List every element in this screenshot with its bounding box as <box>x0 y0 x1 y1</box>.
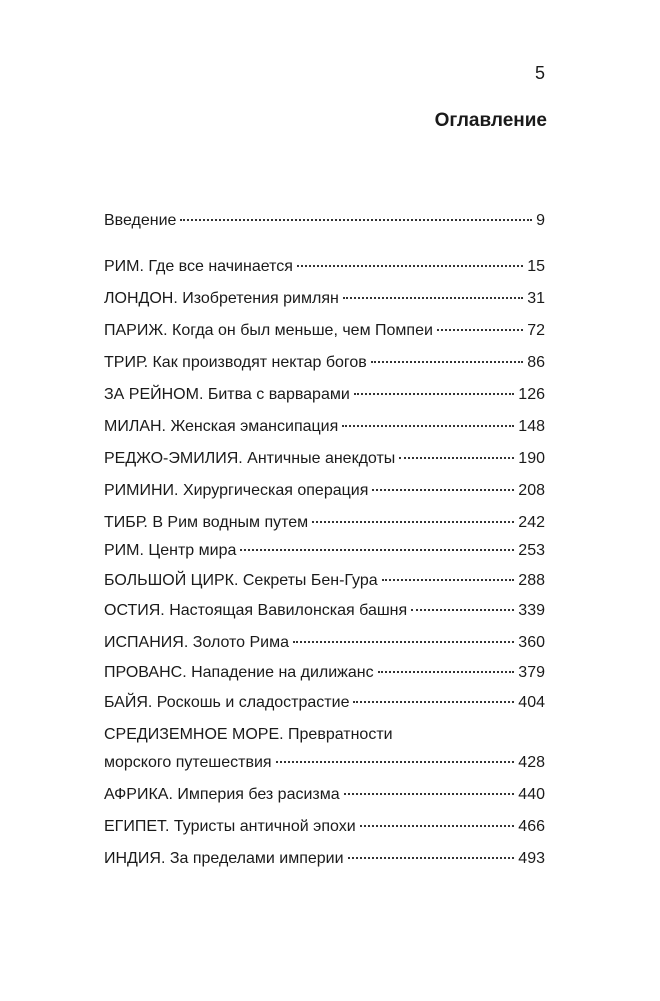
toc-title: Оглавление <box>434 110 547 131</box>
toc-entry-baiae[interactable] <box>104 692 545 714</box>
toc-entry-page: 242 <box>518 514 545 531</box>
toc-entry-india[interactable] <box>104 848 545 870</box>
toc-entry-page: 148 <box>518 418 545 435</box>
dot-leader <box>344 793 515 795</box>
toc-entry-label: ИНДИЯ. За пределами империи <box>104 850 344 867</box>
toc-entry-label: МИЛАН. Женская эмансипация <box>104 418 339 435</box>
toc-entry-page: 9 <box>536 212 545 229</box>
toc-entry-milan[interactable] <box>104 416 545 438</box>
toc-entry-paris[interactable] <box>104 320 545 342</box>
dot-leader <box>312 521 514 523</box>
toc-entry-page: 288 <box>518 572 545 589</box>
dot-leader <box>354 393 515 395</box>
dot-leader <box>411 609 514 611</box>
toc-entry-page: 466 <box>518 818 545 835</box>
toc-entry-page: 208 <box>518 482 545 499</box>
dot-leader <box>399 457 514 459</box>
toc-entry-ostia[interactable] <box>104 600 545 622</box>
toc-entry-label: Введение <box>104 212 177 229</box>
toc-entry-circus-maximus[interactable] <box>104 570 545 592</box>
toc-entry-trier[interactable] <box>104 352 545 374</box>
toc-entry-egypt[interactable] <box>104 816 545 838</box>
toc-entry-mediterranean[interactable] <box>104 752 545 774</box>
toc-entry-page: 440 <box>518 786 545 803</box>
toc-entry-label: БОЛЬШОЙ ЦИРК. Секреты Бен-Гура <box>104 572 378 589</box>
toc-entry-tiber[interactable] <box>104 512 545 534</box>
toc-entry-london[interactable] <box>104 288 545 310</box>
dot-leader <box>276 761 515 763</box>
toc-entry-label: ТИБР. В Рим водным путем <box>104 514 309 531</box>
toc-entry-label: ПАРИЖ. Когда он был меньше, чем Помпеи <box>104 322 433 339</box>
toc-entry-label: РЕДЖО-ЭМИЛИЯ. Античные анекдоты <box>104 450 396 467</box>
toc-entry-label: ЕГИПЕТ. Туристы античной эпохи <box>104 818 356 835</box>
toc-entry-label: РИМ. Центр мира <box>104 542 237 559</box>
toc-entry-label: РИМ. Где все начинается <box>104 258 293 275</box>
dot-leader <box>342 425 514 427</box>
toc-entry-page: 72 <box>527 322 545 339</box>
page-number: 5 <box>534 63 545 83</box>
dot-leader <box>371 361 523 363</box>
dot-leader <box>348 857 515 859</box>
toc-entry-label: ОСТИЯ. Настоящая Вавилонская башня <box>104 602 408 619</box>
toc-entry-page: 86 <box>527 354 545 371</box>
toc-entry-label: БАЙЯ. Роскошь и сладострастие <box>104 694 350 711</box>
toc-entry-page: 253 <box>518 542 545 559</box>
toc-entry-rome[interactable] <box>104 256 545 278</box>
toc-entry-label: морского путешествия <box>104 754 272 771</box>
toc-entry-label: ЗА РЕЙНОМ. Битва с варварами <box>104 386 350 403</box>
dot-leader <box>378 671 515 673</box>
toc-entry-page: 493 <box>518 850 545 867</box>
toc-entry-label: ТРИР. Как производят нектар богов <box>104 354 367 371</box>
toc-entry-page: 190 <box>518 450 545 467</box>
toc-entry-intro[interactable] <box>104 210 545 232</box>
toc-entry-label: ИСПАНИЯ. Золото Рима <box>104 634 289 651</box>
toc-entry-label: АФРИКА. Империя без расизма <box>104 786 340 803</box>
toc-entry-page: 339 <box>518 602 545 619</box>
toc-entry-beyond-rhine[interactable] <box>104 384 545 406</box>
toc-entry-label: РИМИНИ. Хирургическая операция <box>104 482 369 499</box>
dot-leader <box>343 297 523 299</box>
dot-leader <box>353 701 514 703</box>
toc-entry-label: ЛОНДОН. Изобретения римлян <box>104 290 339 307</box>
toc-entry-page: 31 <box>527 290 545 307</box>
dot-leader <box>180 219 532 221</box>
dot-leader <box>382 579 515 581</box>
toc-entry-page: 15 <box>527 258 545 275</box>
toc-entry-page: 379 <box>518 664 545 681</box>
toc-entry-provence[interactable] <box>104 662 545 684</box>
toc-entry-spain[interactable] <box>104 632 545 654</box>
toc-entry-rome-center[interactable] <box>104 540 545 562</box>
dot-leader <box>372 489 514 491</box>
toc-entry-reggio-emilia[interactable] <box>104 448 545 470</box>
dot-leader <box>437 329 523 331</box>
dot-leader <box>240 549 514 551</box>
toc-entry-page: 126 <box>518 386 545 403</box>
toc-entry-page: 360 <box>518 634 545 651</box>
toc-entry-africa[interactable] <box>104 784 545 806</box>
toc-entry-page: 404 <box>518 694 545 711</box>
toc-entry-label: ПРОВАНС. Нападение на дилижанс <box>104 664 374 681</box>
dot-leader <box>293 641 514 643</box>
toc-entry-rimini[interactable] <box>104 480 545 502</box>
dot-leader <box>297 265 523 267</box>
dot-leader <box>360 825 515 827</box>
toc-entry-mediterranean-line1[interactable]: СРЕДИЗЕМНОЕ МОРЕ. Превратности <box>104 726 393 743</box>
toc-entry-page: 428 <box>518 754 545 771</box>
